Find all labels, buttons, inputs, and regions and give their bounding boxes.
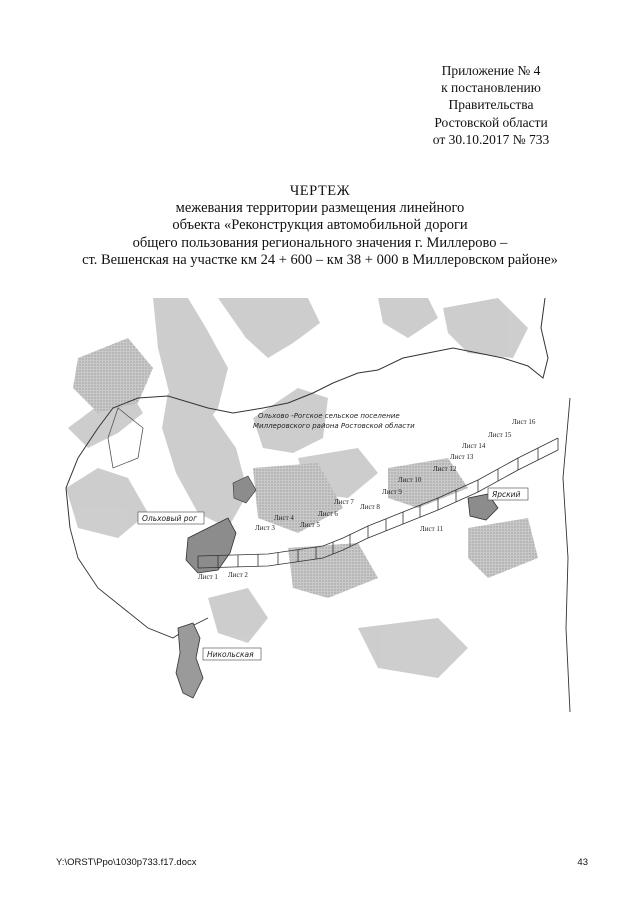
document-heading xyxy=(0,183,640,269)
sheet-label: Лист 8 xyxy=(360,503,380,511)
boundary-east xyxy=(563,398,570,712)
appendix-line-1: Приложение № 4 xyxy=(441,63,541,78)
nikolskaya-text: Никольская xyxy=(207,650,254,659)
sheet-label: Лист 12 xyxy=(433,465,457,473)
nikolskaya-outline xyxy=(176,623,203,698)
heading-line-3: общего пользования регионального значения г. Миллерово – xyxy=(132,234,508,251)
boundary-map xyxy=(58,298,588,712)
olkhovy-rog-label xyxy=(138,512,204,524)
olkhovy-rog-text: Ольховый рог xyxy=(142,514,198,523)
sheet-label: Лист 14 xyxy=(462,442,486,450)
heading-line-4: ст. Вешенская на участке км 24 + 600 – км 38 + 000 в Миллеровском районе» xyxy=(82,251,558,268)
sheet-label: Лист 10 xyxy=(398,476,422,484)
sheet-label: Лист 3 xyxy=(255,524,275,532)
appendix-line-4: Ростовской области xyxy=(434,114,548,130)
sheet-label: Лист 4 xyxy=(274,514,294,522)
sheet-label: Лист 6 xyxy=(318,510,338,518)
yarsky-label xyxy=(488,488,528,500)
appendix-block xyxy=(396,62,586,148)
page-number: 43 xyxy=(577,857,588,868)
olkhovy-rog-outline xyxy=(186,518,236,573)
yarsky-text: Ярский xyxy=(492,490,521,499)
area-label-line-2: Миллеровского района Ростовской области xyxy=(253,422,415,430)
document-title: ЧЕРТЕЖ xyxy=(289,183,351,199)
sheet-label: Лист 9 xyxy=(382,488,402,496)
sheet-label: Лист 16 xyxy=(512,418,536,426)
nikolskaya-label xyxy=(203,648,261,660)
appendix-line-3: Правительства xyxy=(448,97,534,113)
sheet-label: Лист 15 xyxy=(488,431,512,439)
area-label-line-1: Ольхово -Рогское сельское поселение xyxy=(258,412,400,420)
sheet-label: Лист 2 xyxy=(228,571,248,579)
sheet-label: Лист 5 xyxy=(300,521,320,529)
heading-line-2: объекта «Реконструкция автомобильной дороги xyxy=(172,217,468,234)
sheet-label: Лист 7 xyxy=(334,498,354,506)
sheet-label: Лист 13 xyxy=(450,453,474,461)
appendix-line-2: к постановлению xyxy=(441,80,541,96)
terrain-dots xyxy=(73,338,538,598)
sheet-label: Лист 1 xyxy=(198,573,218,581)
heading-line-1: межевания территории размещения линейного xyxy=(175,200,465,217)
sheet-label: Лист 11 xyxy=(420,525,444,533)
appendix-line-5: от 30.10.2017 № 733 xyxy=(432,131,550,147)
footer-file-path: Y:\ORST\Ppo\1030p733.f17.docx xyxy=(56,857,197,868)
